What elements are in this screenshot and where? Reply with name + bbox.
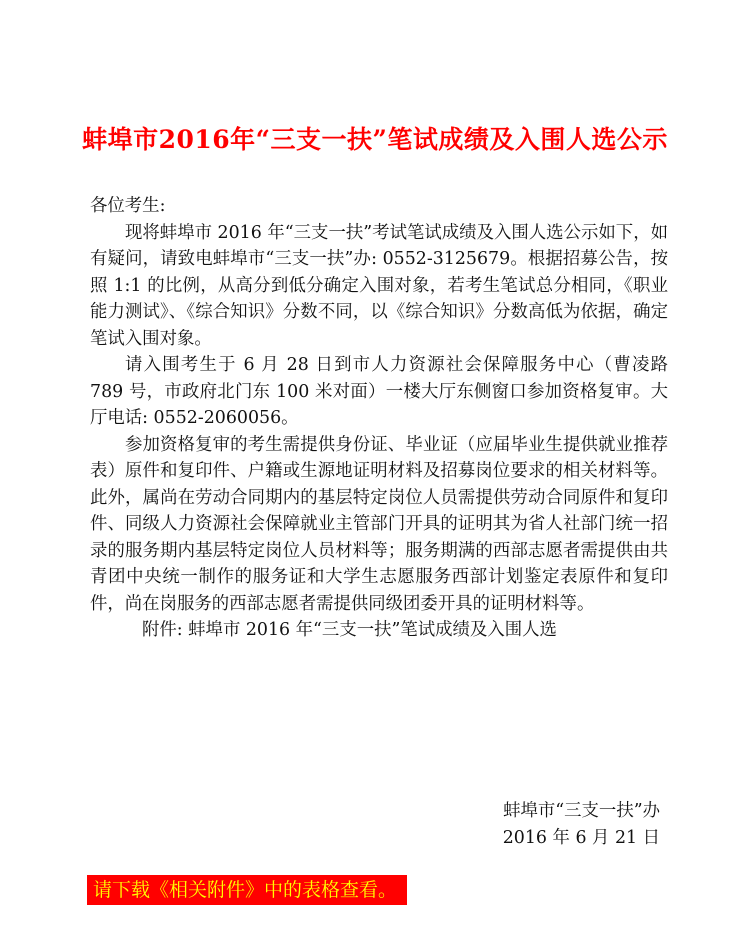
attachment-line: 附件: 蚌埠市 2016 年“三支一扶”笔试成绩及入围人选 — [142, 620, 557, 640]
signature-organization: 蚌埠市“三支一扶”办 — [503, 801, 660, 821]
paragraph-review-location: 请入围考生于 6 月 28 日到市人力资源社会保障服务中心（曹凌路 789 号，市政府北门东 100 米对面）一楼大厅东侧窗口参加资格复审。大厅电话: 0552-2060056。 — [90, 355, 668, 428]
paragraph-results-announcement: 现将蚌埠市 2016 年“三支一扶”考试笔试成绩及入围人选公示如下，如有疑问，请致电蚌埠市“三支一扶”办: 0552-3125679。根据招募公告，按照 1:1 的比例，从高分到低分确定入围对象，若考生笔试总分相同，《职业能力测试》、《综合知识》分数不同，以《综合知识》分数高低为依据，确定笔试入围对象。 — [90, 222, 668, 349]
salutation: 各位考生: — [90, 196, 166, 216]
paragraph-required-materials: 参加资格复审的考生需提供身份证、毕业证（应届毕业生提供就业推荐表）原件和复印件、户籍或生源地证明材料及招募岗位要求的相关材料等。此外，属尚在劳动合同期内的基层特定岗位人员需提供劳动合同原件和复印件、同级人力资源社会保障就业主管部门开具的证明其为省人社部门统一招录的服务期内基层特定岗位人员材料等；服务期满的西部志愿者需提供由共青团中央统一制作的服务证和大学生志愿服务西部计划鉴定表原件和复印件，尚在岗服务的西部志愿者需提供同级团委开具的证明材料等。 — [90, 434, 668, 614]
document-body — [90, 193, 668, 644]
page-title: 蚌埠市2016年“三支一扶”笔试成绩及入围人选公示 — [82, 124, 668, 154]
signature-date: 2016 年 6 月 21 日 — [502, 828, 660, 848]
download-notice-banner: 请下载《相关附件》中的表格查看。 — [87, 875, 407, 905]
signature-block — [503, 798, 660, 852]
